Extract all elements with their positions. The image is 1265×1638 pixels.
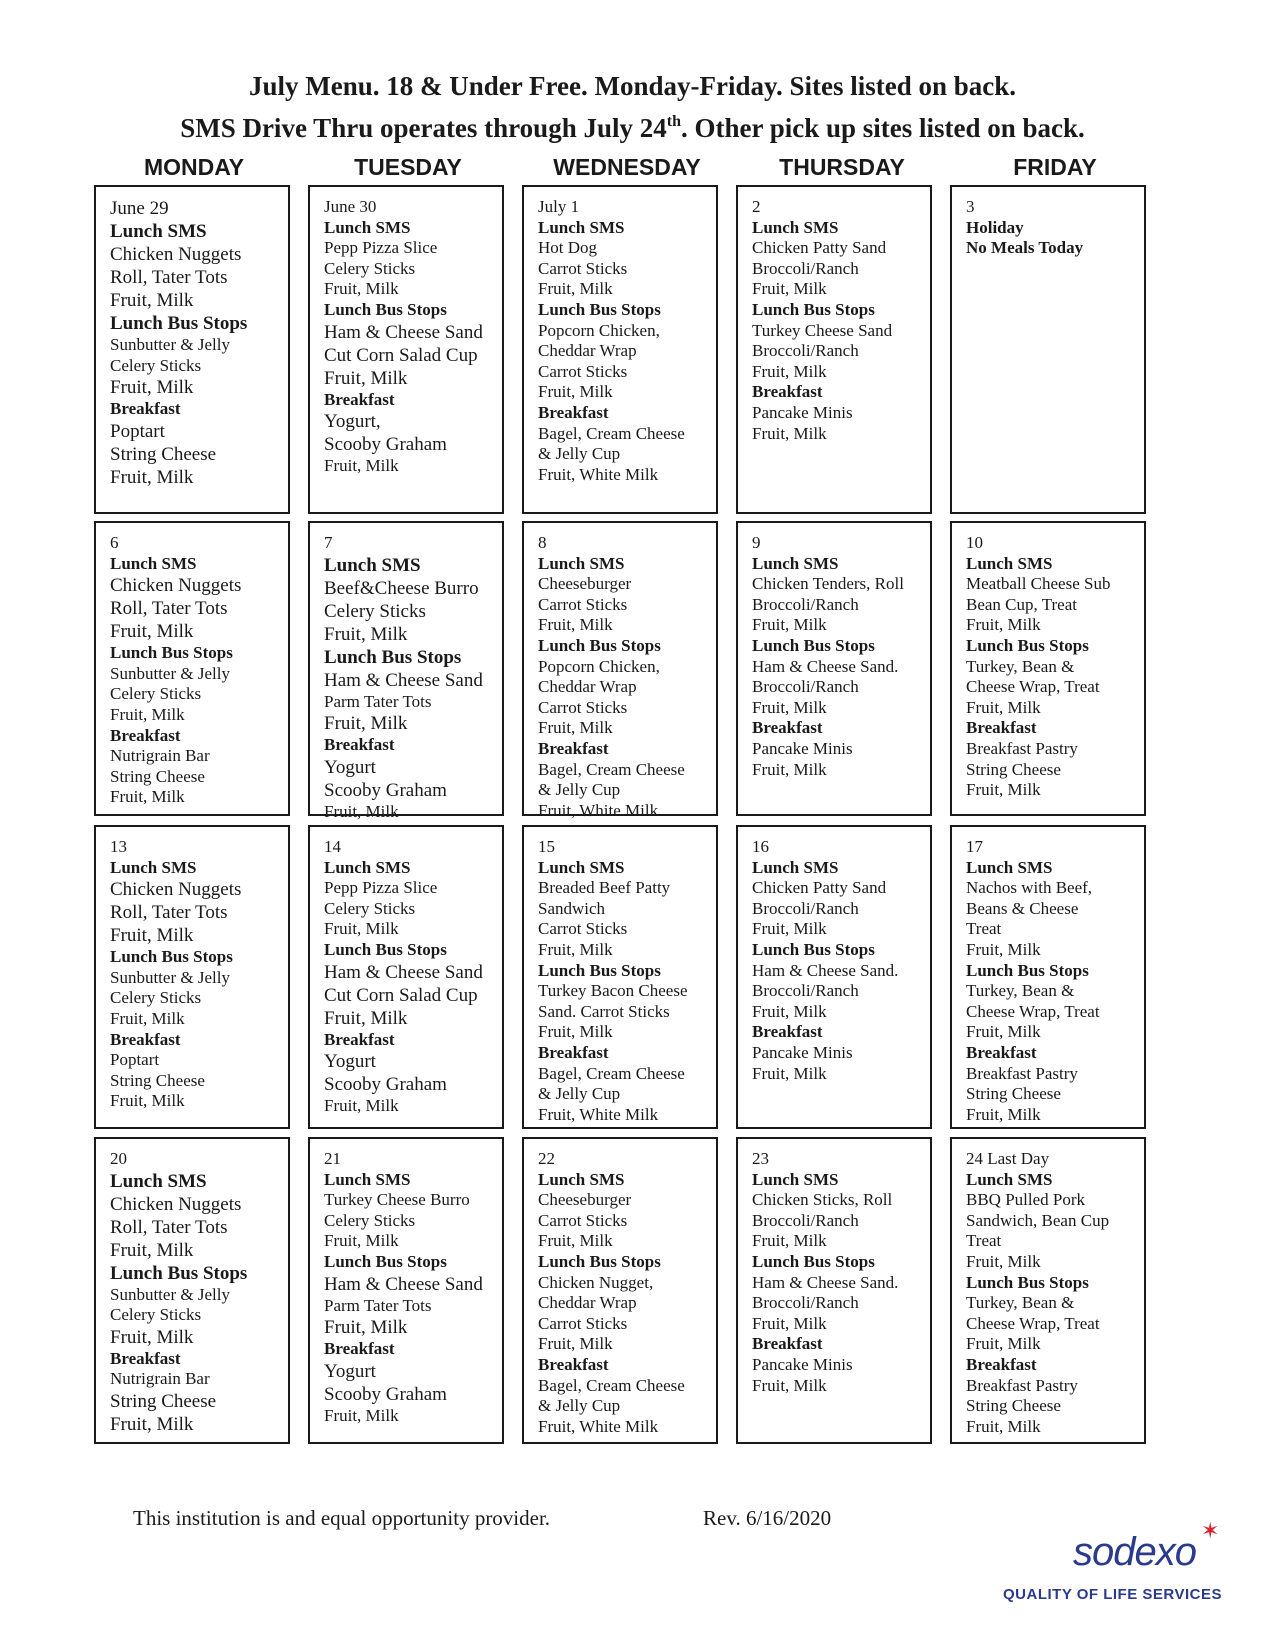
- meal-section-heading: Lunch SMS: [110, 553, 197, 573]
- menu-item: Fruit, Milk: [110, 704, 185, 724]
- meal-section-heading: Lunch Bus Stops: [538, 635, 661, 655]
- meal-section-heading: Ham & Cheese Sand: [324, 961, 483, 983]
- day-header-monday: MONDAY: [143, 154, 245, 180]
- menu-day-cell: [94, 185, 290, 514]
- meal-section-heading: Fruit, Milk: [110, 1239, 194, 1261]
- menu-item: Fruit, Milk: [324, 801, 399, 821]
- menu-item: Cheddar Wrap: [538, 1293, 637, 1313]
- menu-item: & Jelly Cup: [538, 1396, 621, 1416]
- menu-day-cell: [950, 185, 1146, 514]
- meal-section-heading: Chicken Nuggets: [110, 1193, 242, 1215]
- menu-item: Cheese Wrap, Treat: [966, 1001, 1100, 1021]
- menu-item: Chicken Tenders, Roll: [752, 574, 904, 594]
- menu-item: Carrot Sticks: [538, 1210, 628, 1230]
- menu-item: Fruit, Milk: [538, 1022, 613, 1042]
- meal-section-heading: Lunch SMS: [324, 554, 421, 576]
- menu-item: Broccoli/Ranch: [752, 981, 859, 1001]
- menu-item: Pepp Pizza Slice: [324, 238, 438, 258]
- menu-item: Fruit, Milk: [752, 1313, 827, 1333]
- menu-item: Fruit, Milk: [324, 456, 399, 476]
- menu-item: Parm Tater Tots: [324, 1295, 432, 1315]
- meal-section-heading: Holiday: [966, 217, 1024, 237]
- menu-item: Fruit, Milk: [966, 780, 1041, 800]
- meal-section-heading: Lunch SMS: [966, 1169, 1053, 1189]
- date-label: 7: [324, 533, 333, 552]
- menu-item: Fruit, Milk: [324, 919, 399, 939]
- menu-item: Fruit, Milk: [110, 1008, 185, 1028]
- date-label: 21: [324, 1149, 341, 1168]
- menu-item: Poptart: [110, 1050, 160, 1070]
- menu-item: Fruit, Milk: [324, 1405, 399, 1425]
- meal-section-heading: Fruit, Milk: [110, 621, 194, 643]
- date-label: 23: [752, 1149, 769, 1168]
- menu-item: Turkey, Bean &: [966, 981, 1075, 1001]
- date-label: 22: [538, 1149, 555, 1168]
- meal-section-heading: Fruit, Milk: [110, 1326, 194, 1348]
- meal-section-heading: Fruit, Milk: [110, 925, 194, 947]
- menu-item: Cheese Wrap, Treat: [966, 677, 1100, 697]
- menu-item: Carrot Sticks: [538, 919, 628, 939]
- meal-section-heading: Breakfast: [538, 738, 609, 758]
- meal-section-heading: Scooby Graham: [324, 1383, 447, 1405]
- meal-section-heading: Breakfast: [752, 718, 823, 738]
- menu-item: Cheeseburger: [538, 1190, 632, 1210]
- menu-item: Fruit, Milk: [966, 697, 1041, 717]
- menu-item: Fruit, Milk: [538, 939, 613, 959]
- meal-section-heading: Lunch SMS: [538, 857, 625, 877]
- meal-section-heading: Lunch Bus Stops: [324, 299, 447, 319]
- meal-section-heading: Celery Sticks: [324, 600, 426, 622]
- menu-item: Fruit, Milk: [966, 1251, 1041, 1271]
- meal-section-heading: Lunch Bus Stops: [110, 643, 233, 663]
- menu-item: Fruit, White Milk: [538, 1416, 659, 1436]
- menu-day-cell: [94, 521, 290, 816]
- menu-item: Fruit, Milk: [966, 1022, 1041, 1042]
- menu-item: Fruit, Milk: [752, 1063, 827, 1083]
- menu-day-cell: [736, 521, 932, 816]
- menu-item: Carrot Sticks: [538, 697, 628, 717]
- menu-item: Sunbutter & Jelly: [110, 335, 230, 354]
- meal-section-heading: Scooby Graham: [324, 779, 447, 801]
- menu-item: Fruit, Milk: [538, 615, 613, 635]
- date-label: June 30: [324, 197, 377, 216]
- menu-item: Cheese Wrap, Treat: [966, 1313, 1100, 1333]
- menu-day-cell: [308, 1137, 504, 1444]
- day-header-wednesday: WEDNESDAY: [553, 154, 701, 180]
- menu-item: Broccoli/Ranch: [752, 258, 859, 278]
- menu-item: Fruit, Milk: [110, 787, 185, 807]
- menu-item: Broccoli/Ranch: [752, 898, 859, 918]
- meal-section-heading: Breakfast: [324, 735, 395, 755]
- menu-item: Meatball Cheese Sub: [966, 574, 1111, 594]
- meal-section-heading: Fruit, Milk: [324, 713, 408, 735]
- menu-item: Carrot Sticks: [538, 258, 628, 278]
- equal-opportunity-notice: This institution is and equal opportunity provider.: [133, 1506, 551, 1530]
- menu-item: Beans & Cheese: [966, 898, 1079, 918]
- meal-section-heading: String Cheese: [110, 1390, 217, 1412]
- menu-item: Fruit, Milk: [752, 1231, 827, 1251]
- date-label: 17: [966, 837, 983, 856]
- meal-section-heading: Lunch Bus Stops: [966, 960, 1089, 980]
- menu-item: Fruit, Milk: [966, 939, 1041, 959]
- menu-item: Fruit, Milk: [538, 718, 613, 738]
- menu-item: Sand. Carrot Sticks: [538, 1001, 670, 1021]
- meal-section-heading: Lunch Bus Stops: [752, 299, 875, 319]
- menu-day-cell: [736, 185, 932, 514]
- menu-item: Chicken Sticks, Roll: [752, 1190, 893, 1210]
- meal-section-heading: Lunch Bus Stops: [966, 1272, 1089, 1292]
- meal-section-heading: Scooby Graham: [324, 1074, 447, 1096]
- menu-item: Pancake Minis: [752, 1042, 853, 1062]
- menu-item: Fruit, Milk: [752, 697, 827, 717]
- menu-item: Fruit, White Milk: [538, 1104, 659, 1124]
- meal-section-heading: Lunch SMS: [324, 217, 411, 237]
- meal-section-heading: Breakfast: [110, 399, 181, 419]
- meal-section-heading: Lunch SMS: [752, 1169, 839, 1189]
- menu-item: Bagel, Cream Cheese: [538, 1375, 685, 1395]
- date-label: 8: [538, 533, 547, 552]
- menu-item: Popcorn Chicken,: [538, 320, 660, 340]
- meal-section-heading: Breakfast: [752, 1334, 823, 1354]
- meal-section-heading: Breakfast: [110, 1029, 181, 1049]
- menu-item: Fruit, Milk: [966, 615, 1041, 635]
- menu-item: Fruit, Milk: [752, 1375, 827, 1395]
- menu-item: Fruit, Milk: [752, 423, 827, 443]
- menu-item: Celery Sticks: [324, 898, 416, 918]
- meal-section-heading: Ham & Cheese Sand: [324, 1273, 483, 1295]
- menu-item: Treat: [966, 1231, 1002, 1251]
- menu-item: Bean Cup, Treat: [966, 594, 1077, 614]
- menu-item: Broccoli/Ranch: [752, 1293, 859, 1313]
- menu-item: BBQ Pulled Pork: [966, 1190, 1086, 1210]
- meal-section-heading: Breakfast: [966, 718, 1037, 738]
- menu-item: String Cheese: [110, 1070, 205, 1090]
- menu-item: Ham & Cheese Sand.: [752, 1272, 899, 1292]
- menu-item: Fruit, Milk: [538, 382, 613, 402]
- menu-day-cell: [522, 521, 718, 820]
- meal-section-heading: Ham & Cheese Sand: [324, 321, 483, 343]
- meal-section-heading: Breakfast: [966, 1354, 1037, 1374]
- menu-item: Fruit, Milk: [966, 1416, 1041, 1436]
- menu-item: Pepp Pizza Slice: [324, 878, 438, 898]
- meal-section-heading: Beef&Cheese Burro: [324, 577, 479, 599]
- menu-title-line-1: July Menu. 18 & Under Free. Monday-Friday. Sites listed on back.: [248, 71, 1017, 101]
- date-label: 3: [966, 197, 975, 216]
- star-icon: ✶: [1201, 1518, 1220, 1543]
- menu-day-cell: [308, 185, 504, 514]
- date-label: June 29: [110, 198, 169, 219]
- menu-item: Fruit, Milk: [538, 1231, 613, 1251]
- menu-item: & Jelly Cup: [538, 780, 621, 800]
- menu-item: Turkey, Bean &: [966, 1293, 1075, 1313]
- date-label: 15: [538, 837, 555, 856]
- menu-item: Ham & Cheese Sand.: [752, 656, 899, 676]
- meal-section-heading: Lunch Bus Stops: [324, 939, 447, 959]
- menu-item: Bagel, Cream Cheese: [538, 1063, 685, 1083]
- menu-item: Carrot Sticks: [538, 1313, 628, 1333]
- menu-item: & Jelly Cup: [538, 1084, 621, 1104]
- menu-item: Cheeseburger: [538, 574, 632, 594]
- menu-item: Sandwich: [538, 898, 606, 918]
- meal-section-heading: Chicken Nuggets: [110, 575, 242, 597]
- menu-item: Chicken Patty Sand: [752, 238, 887, 258]
- meal-section-heading: Lunch SMS: [324, 857, 411, 877]
- menu-item: Sunbutter & Jelly: [110, 1284, 230, 1304]
- date-label: 2: [752, 197, 761, 216]
- date-label: 24 Last Day: [966, 1149, 1050, 1168]
- meal-section-heading: Fruit, Milk: [324, 1317, 408, 1339]
- menu-item: Celery Sticks: [110, 355, 202, 375]
- meal-section-heading: Fruit, Milk: [324, 623, 408, 645]
- menu-item: Fruit, Milk: [752, 615, 827, 635]
- meal-section-heading: Lunch Bus Stops: [966, 635, 1089, 655]
- meal-section-heading: Yogurt: [324, 1051, 376, 1073]
- menu-item: Pancake Minis: [752, 1354, 853, 1374]
- meal-section-heading: Lunch Bus Stops: [324, 1251, 447, 1271]
- meal-section-heading: Roll, Tater Tots: [110, 267, 228, 288]
- menu-item: Pancake Minis: [752, 738, 853, 758]
- menu-item: Chicken Patty Sand: [752, 878, 887, 898]
- meal-section-heading: Breakfast: [324, 389, 395, 409]
- menu-item: Celery Sticks: [110, 1305, 202, 1325]
- menu-item: Carrot Sticks: [538, 594, 628, 614]
- menu-item: Fruit, Milk: [324, 1231, 399, 1251]
- date-label: 10: [966, 533, 983, 552]
- meal-section-heading: Cut Corn Salad Cup: [324, 984, 478, 1006]
- date-label: 14: [324, 837, 341, 856]
- menu-item: Parm Tater Tots: [324, 691, 432, 711]
- meal-section-heading: Lunch SMS: [966, 553, 1053, 573]
- menu-item: Fruit, Milk: [110, 1091, 185, 1111]
- meal-section-heading: Chicken Nuggets: [110, 244, 242, 265]
- menu-day-cell: [736, 1137, 932, 1444]
- menu-day-cell: [308, 825, 504, 1129]
- meal-section-heading: Fruit, Milk: [324, 1007, 408, 1029]
- menu-item: Carrot Sticks: [538, 361, 628, 381]
- meal-section-heading: Roll, Tater Tots: [110, 598, 228, 620]
- menu-item: Breakfast Pastry: [966, 1063, 1078, 1083]
- menu-item: Bagel, Cream Cheese: [538, 759, 685, 779]
- menu-item: Pancake Minis: [752, 402, 853, 422]
- day-header-thursday: THURSDAY: [779, 154, 905, 180]
- meal-section-heading: Yogurt,: [324, 411, 381, 433]
- meal-section-heading: Breakfast: [538, 1042, 609, 1062]
- date-label: July 1: [538, 197, 580, 216]
- meal-section-heading: Lunch Bus Stops: [110, 947, 233, 967]
- meal-section-heading: Breakfast: [966, 1042, 1037, 1062]
- meal-section-heading: Lunch SMS: [110, 221, 207, 242]
- meal-section-heading: Lunch SMS: [110, 1170, 207, 1192]
- menu-item: Fruit, Milk: [752, 279, 827, 299]
- meal-section-heading: Scooby Graham: [324, 434, 447, 456]
- meal-section-heading: Lunch Bus Stops: [538, 299, 661, 319]
- sodexo-logo: [1003, 1518, 1223, 1620]
- menu-item: Sandwich, Bean Cup: [966, 1210, 1110, 1230]
- meal-section-heading: Lunch Bus Stops: [752, 635, 875, 655]
- meal-section-heading: Ham & Cheese Sand: [324, 669, 483, 691]
- menu-item: Fruit, Milk: [324, 279, 399, 299]
- meal-section-heading: Fruit, Milk: [110, 377, 194, 399]
- meal-section-heading: No Meals Today: [966, 238, 1084, 258]
- menu-item: Turkey Bacon Cheese: [538, 981, 688, 1001]
- menu-item: Turkey, Bean &: [966, 656, 1075, 676]
- menu-day-cell: [522, 1137, 718, 1444]
- menu-item: Breaded Beef Patty: [538, 878, 671, 898]
- menu-item: Nutrigrain Bar: [110, 746, 210, 766]
- meal-section-heading: Yogurt: [324, 756, 376, 778]
- meal-section-heading: Breakfast: [110, 1348, 181, 1368]
- meal-section-heading: Breakfast: [110, 725, 181, 745]
- meal-section-heading: Yogurt: [324, 1360, 376, 1382]
- date-label: 20: [110, 1149, 127, 1168]
- menu-item: Broccoli/Ranch: [752, 1210, 859, 1230]
- menu-item: Broccoli/Ranch: [752, 594, 859, 614]
- meal-section-heading: Lunch SMS: [324, 1169, 411, 1189]
- meal-section-heading: Lunch Bus Stops: [752, 939, 875, 959]
- menu-item: Broccoli/Ranch: [752, 341, 859, 361]
- menu-item: Fruit, Milk: [752, 1001, 827, 1021]
- menu-item: Sunbutter & Jelly: [110, 967, 230, 987]
- meal-section-heading: Breakfast: [538, 1354, 609, 1374]
- meal-section-heading: Fruit, Milk: [110, 466, 194, 488]
- menu-item: String Cheese: [110, 766, 205, 786]
- meal-section-heading: Lunch SMS: [752, 857, 839, 877]
- meal-section-heading: Lunch Bus Stops: [324, 646, 462, 668]
- menu-item: Celery Sticks: [110, 684, 202, 704]
- menu-day-cell: [950, 1137, 1146, 1444]
- meal-section-heading: Breakfast: [752, 382, 823, 402]
- menu-title-line-2: SMS Drive Thru operates through July 24th. Other pick up sites listed on back.: [180, 113, 1085, 143]
- date-label: 16: [752, 837, 769, 856]
- menu-item: String Cheese: [966, 1084, 1061, 1104]
- menu-item: Fruit, Milk: [752, 919, 827, 939]
- menu-item: & Jelly Cup: [538, 444, 621, 464]
- menu-day-cell: [950, 825, 1146, 1129]
- date-label: 9: [752, 533, 761, 552]
- menu-item: Turkey Cheese Burro: [324, 1190, 470, 1210]
- revision-date: Rev. 6/16/2020: [703, 1506, 832, 1530]
- meal-section-heading: Breakfast: [324, 1029, 395, 1049]
- menu-item: Nachos with Beef,: [966, 878, 1093, 898]
- meal-section-heading: Roll, Tater Tots: [110, 1216, 228, 1238]
- meal-section-heading: Lunch SMS: [538, 553, 625, 573]
- menu-item: Chicken Nugget,: [538, 1272, 654, 1292]
- date-label: 6: [110, 533, 119, 552]
- meal-section-heading: Lunch Bus Stops: [752, 1251, 875, 1271]
- menu-item: Turkey Cheese Sand: [752, 320, 893, 340]
- meal-section-heading: Chicken Nuggets: [110, 879, 242, 901]
- meal-section-heading: Lunch SMS: [110, 857, 197, 877]
- meal-section-heading: Fruit, Milk: [110, 1413, 194, 1435]
- menu-item: Fruit, Milk: [538, 1334, 613, 1354]
- menu-item: Sunbutter & Jelly: [110, 663, 230, 683]
- menu-item: Fruit, Milk: [752, 361, 827, 381]
- menu-item: Celery Sticks: [324, 258, 416, 278]
- menu-item: Fruit, White Milk: [538, 800, 659, 820]
- meal-section-heading: Lunch SMS: [752, 217, 839, 237]
- menu-item: Cheddar Wrap: [538, 341, 637, 361]
- meal-section-heading: Lunch SMS: [752, 553, 839, 573]
- menu-item: Fruit, Milk: [324, 1096, 399, 1116]
- meal-section-heading: Fruit, Milk: [324, 367, 408, 389]
- meal-section-heading: Lunch SMS: [966, 857, 1053, 877]
- meal-section-heading: Breakfast: [324, 1339, 395, 1359]
- menu-item: Nutrigrain Bar: [110, 1369, 210, 1389]
- menu-item: Hot Dog: [538, 238, 598, 258]
- menu-day-cell: [94, 1137, 290, 1444]
- menu-item: Popcorn Chicken,: [538, 656, 660, 676]
- meal-section-heading: Lunch SMS: [538, 217, 625, 237]
- menu-item: String Cheese: [966, 1396, 1061, 1416]
- meal-section-heading: String Cheese: [110, 443, 217, 465]
- menu-item: Ham & Cheese Sand.: [752, 960, 899, 980]
- menu-day-cell: [308, 521, 504, 821]
- menu-item: String Cheese: [966, 759, 1061, 779]
- menu-day-cell: [522, 185, 718, 514]
- day-header-tuesday: TUESDAY: [354, 154, 462, 180]
- meal-section-heading: Breakfast: [752, 1022, 823, 1042]
- meal-section-heading: Lunch SMS: [538, 1169, 625, 1189]
- menu-item: Fruit, White Milk: [538, 464, 659, 484]
- menu-item: Broccoli/Ranch: [752, 677, 859, 697]
- meal-section-heading: Poptart: [110, 420, 165, 442]
- menu-day-cell: [522, 825, 718, 1129]
- menu-item: Breakfast Pastry: [966, 738, 1078, 758]
- meal-section-heading: Lunch Bus Stops: [110, 313, 248, 334]
- menu-item: Cheddar Wrap: [538, 677, 637, 697]
- menu-day-cell: [94, 825, 290, 1129]
- meal-section-heading: Lunch Bus Stops: [538, 1251, 661, 1271]
- menu-item: Fruit, Milk: [966, 1334, 1041, 1354]
- date-label: 13: [110, 837, 127, 856]
- menu-item: Fruit, Milk: [966, 1104, 1041, 1124]
- meal-section-heading: Lunch Bus Stops: [110, 1262, 248, 1284]
- menu-day-cell: [736, 825, 932, 1129]
- menu-item: Celery Sticks: [324, 1210, 416, 1230]
- menu-item: Bagel, Cream Cheese: [538, 423, 685, 443]
- meal-section-heading: Roll, Tater Tots: [110, 902, 228, 924]
- menu-item: Treat: [966, 919, 1002, 939]
- logo-tagline: QUALITY OF LIFE SERVICES: [1003, 1586, 1222, 1603]
- menu-item: Fruit, Milk: [538, 279, 613, 299]
- meal-section-heading: Cut Corn Salad Cup: [324, 344, 478, 366]
- menu-item: Fruit, Milk: [752, 759, 827, 779]
- menu-item: Breakfast Pastry: [966, 1375, 1078, 1395]
- menu-item: Celery Sticks: [110, 988, 202, 1008]
- meal-section-heading: Lunch Bus Stops: [538, 960, 661, 980]
- meal-section-heading: Breakfast: [538, 402, 609, 422]
- logo-wordmark: sodexo: [1073, 1530, 1196, 1574]
- day-header-friday: FRIDAY: [1013, 154, 1097, 180]
- meal-section-heading: Fruit, Milk: [110, 290, 194, 311]
- menu-day-cell: [950, 521, 1146, 816]
